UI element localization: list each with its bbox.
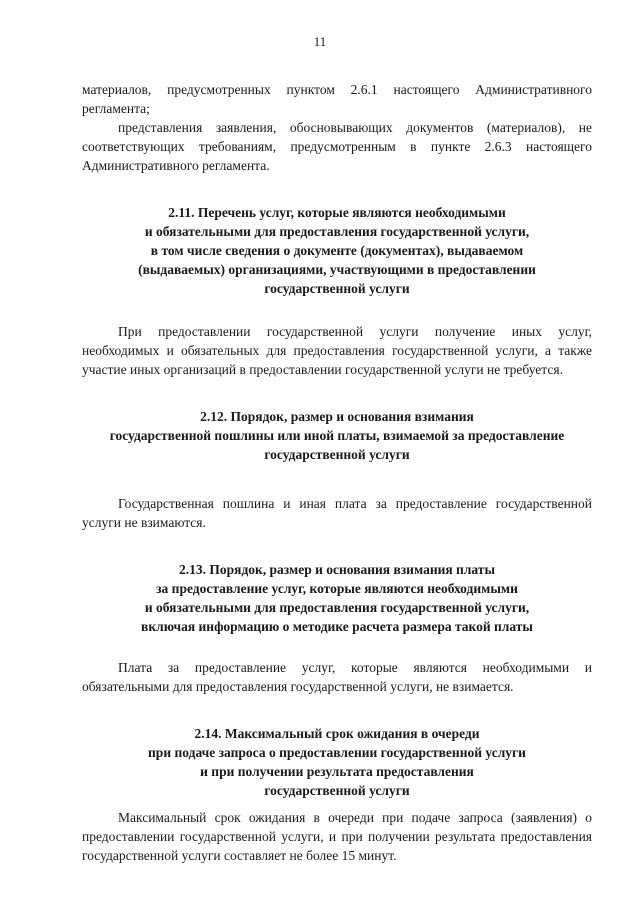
page-number: 11 [313,34,327,49]
heading-line: государственной услуги [264,783,410,798]
section-heading-2-11 [82,203,592,298]
heading-line: государственной услуги [264,447,410,462]
heading-line: и обязательными для предоставления государственной услуги, [144,600,530,615]
heading-line: и обязательными для предоставления государственной услуги, [144,224,530,239]
paragraph-no-fee-for-services: Плата за предоставление услуг, которые являются необходимыми и обязательными для предоставления государственной услуги, не взимается. [82,660,592,694]
heading-line: государственной пошлины или иной платы, взимаемой за предоставление [109,428,565,443]
paragraph-materials: материалов, предусмотренных пунктом 2.6.1 настоящего Административного регламента; [82,82,592,116]
paragraph-no-state-fee: Государственная пошлина и иная плата за предоставление государственной услуги не взимаются. [82,496,592,530]
paragraph-no-other-services: При предоставлении государственной услуги получение иных услуг, необходимых и обязательных для предоставления государственной услуги, а также участие иных организаций в предоставлении государственной услуги не требуется. [82,324,592,377]
section-heading-2-12 [82,407,592,464]
heading-line: в том числе сведения о документе (документах), выдаваемом [150,243,524,258]
heading-line: за предоставление услуг, которые являются необходимыми [156,581,518,596]
heading-line: 2.13. Порядок, размер и основания взимания платы [179,562,495,577]
section-heading-2-14 [82,724,592,800]
heading-line: (выдаваемых) организациями, участвующими в предоставлении [138,262,536,277]
heading-line: и при получении результата предоставления [200,764,474,779]
heading-line: 2.14. Максимальный срок ожидания в очереди [194,726,480,741]
section-heading-2-13 [82,560,592,636]
heading-line: при подаче запроса о предоставлении государственной услуги [148,745,526,760]
heading-line: включая информацию о методике расчета размера такой платы [141,619,533,634]
paragraph-application-mismatch: представления заявления, обосновывающих документов (материалов), не соответствующих требованиям, предусмотренным в пункте 2.6.3 настоящего Административного регламента. [82,120,592,173]
heading-line: 2.11. Перечень услуг, которые являются необходимыми [168,205,506,220]
document-body [82,80,592,865]
heading-line: государственной услуги [264,281,410,296]
paragraph-max-wait-time: Максимальный срок ожидания в очереди при подаче запроса (заявления) о предоставлении государственной услуги, и при получении результата предоставления государственной услуги составляет не более 15 минут. [82,810,592,863]
heading-line: 2.12. Порядок, размер и основания взимания [200,409,474,424]
